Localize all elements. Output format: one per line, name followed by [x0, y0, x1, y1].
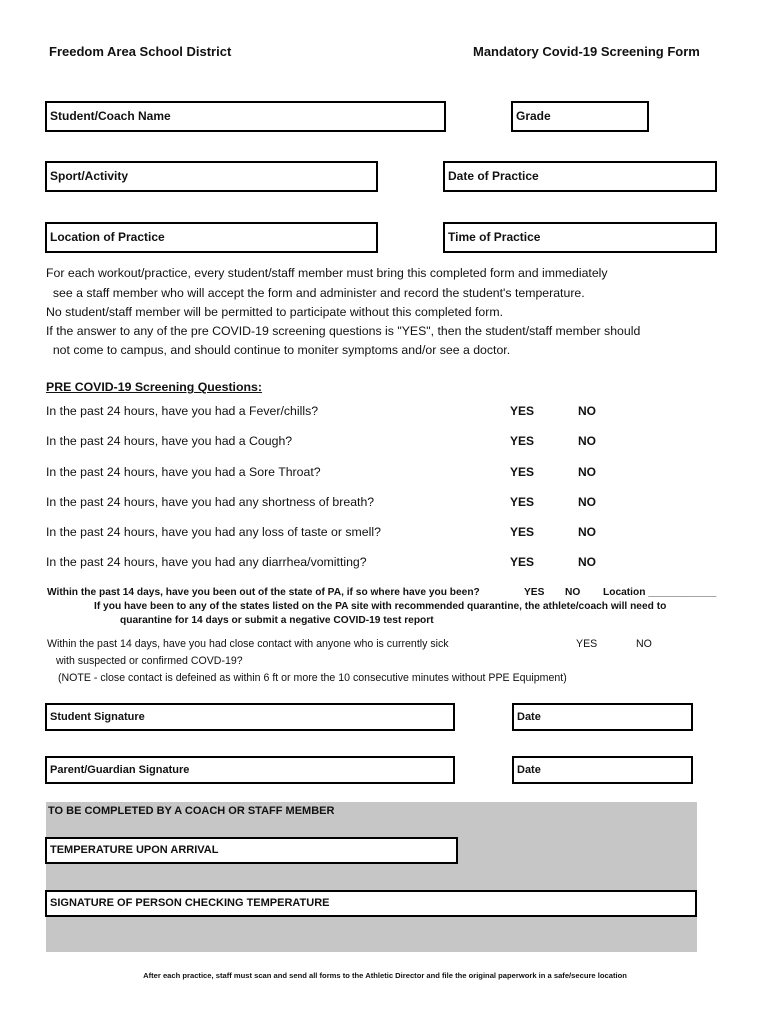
screening-heading: PRE COVID-19 Screening Questions:	[46, 380, 262, 394]
footer-note: After each practice, staff must scan and send all forms to the Athletic Director and file the original paperwork in a safe/secure location	[143, 971, 627, 980]
question-fever: In the past 24 hours, have you had a Fever/chills?	[46, 404, 319, 418]
temperature-label: TEMPERATURE UPON ARRIVAL	[50, 844, 219, 856]
contact-yes-option[interactable]: YES	[576, 638, 598, 650]
date-of-practice-label: Date of Practice	[448, 169, 539, 183]
staff-section-heading: TO BE COMPLETED BY A COACH OR STAFF MEMBER	[48, 805, 335, 817]
contact-question-line-1: Within the past 14 days, have you had close contact with anyone who is currently sick	[47, 638, 449, 650]
parent-signature-field[interactable]	[45, 756, 455, 784]
date-of-practice-field[interactable]	[443, 161, 717, 192]
no-option[interactable]: NO	[578, 404, 596, 418]
student-signature-label: Student Signature	[50, 711, 145, 723]
time-of-practice-field[interactable]	[443, 222, 717, 253]
contact-question-line-2: with suspected or confirmed COVD-19?	[56, 655, 243, 667]
no-option[interactable]: NO	[578, 465, 596, 479]
yes-option[interactable]: YES	[510, 465, 535, 479]
parent-signature-label: Parent/Guardian Signature	[50, 764, 190, 776]
temperature-field[interactable]	[45, 837, 458, 864]
no-option[interactable]: NO	[578, 555, 596, 569]
staff-section	[46, 802, 697, 952]
form-title: Mandatory Covid-19 Screening Form	[473, 44, 700, 59]
contact-no-option[interactable]: NO	[636, 638, 652, 650]
sport-activity-field[interactable]	[45, 161, 378, 192]
location-of-practice-field[interactable]	[45, 222, 378, 253]
question-diarrhea: In the past 24 hours, have you had any diarrhea/vomitting?	[46, 555, 367, 569]
grade-field[interactable]	[511, 101, 649, 132]
yes-option[interactable]: YES	[510, 495, 535, 509]
time-of-practice-label: Time of Practice	[448, 230, 541, 244]
instruction-line-1: For each workout/practice, every student/staff member must bring this completed form and immediately	[46, 266, 608, 280]
no-option[interactable]: NO	[578, 525, 596, 539]
checker-signature-label: SIGNATURE OF PERSON CHECKING TEMPERATURE	[50, 897, 330, 909]
travel-location-field[interactable]: Location ____________	[603, 587, 717, 598]
student-date-label: Date	[517, 711, 541, 723]
yes-option[interactable]: YES	[510, 404, 535, 418]
student-signature-field[interactable]	[45, 703, 455, 731]
student-coach-name-label: Student/Coach Name	[50, 109, 171, 123]
travel-note-line-1: If you have been to any of the states listed on the PA site with recommended quarantine, the athlete/coach will need to	[94, 601, 667, 612]
travel-question: Within the past 14 days, have you been out of the state of PA, if so where have you been?	[47, 587, 480, 598]
yes-option[interactable]: YES	[510, 434, 535, 448]
question-shortness-of-breath: In the past 24 hours, have you had any shortness of breath?	[46, 495, 375, 509]
checker-signature-field[interactable]	[45, 890, 697, 917]
contact-note: (NOTE - close contact is defeined as within 6 ft or more the 10 consecutive minutes without PPE Equipment)	[58, 672, 567, 684]
question-cough: In the past 24 hours, have you had a Cough?	[46, 434, 293, 448]
grade-label: Grade	[516, 109, 551, 123]
yes-option[interactable]: YES	[510, 525, 535, 539]
question-taste-smell: In the past 24 hours, have you had any loss of taste or smell?	[46, 525, 381, 539]
parent-date-field[interactable]	[512, 756, 693, 784]
travel-note-line-2: quarantine for 14 days or submit a negative COVID-19 test report	[120, 615, 434, 626]
question-sore-throat: In the past 24 hours, have you had a Sore Throat?	[46, 465, 321, 479]
instruction-line-3: No student/staff member will be permitted to participate without this completed form.	[46, 305, 504, 319]
sport-activity-label: Sport/Activity	[50, 169, 129, 183]
parent-date-label: Date	[517, 764, 541, 776]
travel-no-option[interactable]: NO	[565, 587, 581, 598]
location-of-practice-label: Location of Practice	[50, 230, 165, 244]
no-option[interactable]: NO	[578, 495, 596, 509]
travel-yes-option[interactable]: YES	[524, 587, 545, 598]
student-date-field[interactable]	[512, 703, 693, 731]
student-coach-name-field[interactable]	[45, 101, 446, 132]
district-name: Freedom Area School District	[49, 44, 232, 59]
no-option[interactable]: NO	[578, 434, 596, 448]
yes-option[interactable]: YES	[510, 555, 535, 569]
instruction-line-4: If the answer to any of the pre COVID-19 screening questions is "YES", then the student/staff member should	[46, 324, 641, 338]
instruction-line-5: not come to campus, and should continue to moniter symptoms and/or see a doctor.	[46, 343, 511, 357]
instruction-line-2: see a staff member who will accept the form and administer and record the student's temperature.	[46, 286, 585, 300]
